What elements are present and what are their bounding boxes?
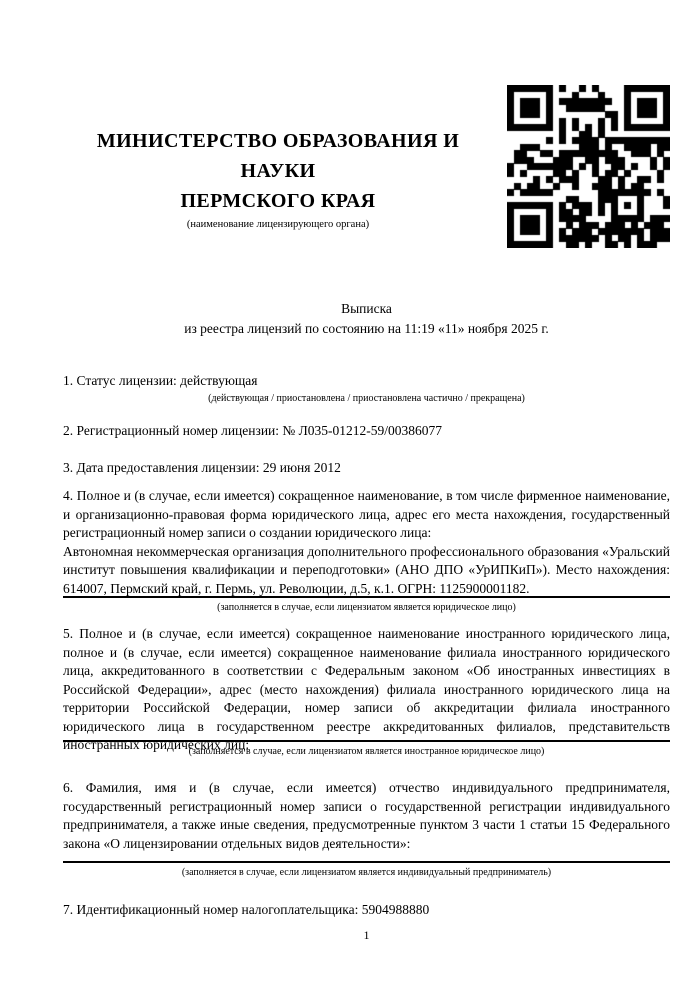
- ministry-name-line1: МИНИСТЕРСТВО ОБРАЗОВАНИЯ И НАУКИ: [96, 130, 460, 182]
- document-title-line2: из реестра лицензий по состоянию на 11:19 «11» ноября 2025 г.: [184, 321, 549, 336]
- document-content: [63, 0, 670, 989]
- document-title-line1: Выписка: [341, 301, 392, 316]
- page-number: 1: [363, 928, 370, 942]
- legal-entity-label: 4. Полное и (в случае, если имеется) сокращенное наименование, в том числе фирменное наименование, и организационно-правовая форма юридического лица, адрес его места нахождения, государственный регистрационный номер записи о создании юридического лица:: [63, 488, 670, 540]
- license-status: 1. Статус лицензии: действующая: [63, 373, 258, 388]
- entrepreneur-section: 6. Фамилия, имя и (в случае, если имеется) отчество индивидуального предпринимателя, государственный регистрационный номер записи о государственной регистрации индивидуального предпринимателя, а также иные сведения, предусмотренные пунктом 3 части 1 статьи 15 Федерального закона «О лицензировании отдельных видов деятельности»:: [63, 780, 670, 851]
- taxpayer-id: 7. Идентификационный номер налогоплательщика: 5904988880: [63, 902, 430, 917]
- document-title: [63, 299, 670, 339]
- legal-entity-value: Автономная некоммерческая организация дополнительного профессионального образования «Уральский институт повышения квалификации и переподготовки» (АНО ДПО «УрИПКиП»). Место нахождения: 614007, Пермский край, г. Пермь, ул. Революции, д.5, к.1. ОГРН: 1125900001182.: [63, 543, 670, 596]
- legal-entity-caption: (заполняется в случае, если лицензиатом является юридическое лицо): [63, 596, 670, 614]
- entrepreneur-caption: (заполняется в случае, если лицензиатом является индивидуальный предприниматель): [63, 861, 670, 879]
- license-status-caption: (действующая / приостановлена / приостановлена частично / прекращена): [208, 393, 525, 404]
- foreign-entity-section: 5. Полное и (в случае, если имеется) сокращенное наименование иностранного юридического лица, полное и (в случае, если имеется) сокращенное наименование филиала иностранного юридического лица, аккредитованного в соответствии с Федеральным законом «Об иностранных инвестициях в Российской Федерации», адрес (место нахождения) филиала иностранного юридического лица на территории Российской Федерации, номер записи об аккредитации филиала иностранного юридического лица в государственном реестре аккредитованных филиалов, представительств иностранных юридических лиц:: [63, 626, 670, 752]
- license-registration-number: 2. Регистрационный номер лицензии: № Л035-01212-59/00386077: [63, 423, 443, 438]
- ministry-name-caption: (наименование лицензирующего органа): [186, 219, 370, 230]
- ministry-name-line2: ПЕРМСКОГО КРАЯ: [180, 190, 376, 212]
- license-grant-date: 3. Дата предоставления лицензии: 29 июня 2012: [63, 460, 341, 475]
- qr-code-image: [507, 85, 670, 248]
- qr-code: [507, 85, 670, 248]
- licensing-authority-header: [63, 126, 493, 232]
- legal-entity-section: [63, 487, 670, 598]
- foreign-entity-caption: (заполняется в случае, если лицензиатом является иностранное юридическое лицо): [63, 740, 670, 758]
